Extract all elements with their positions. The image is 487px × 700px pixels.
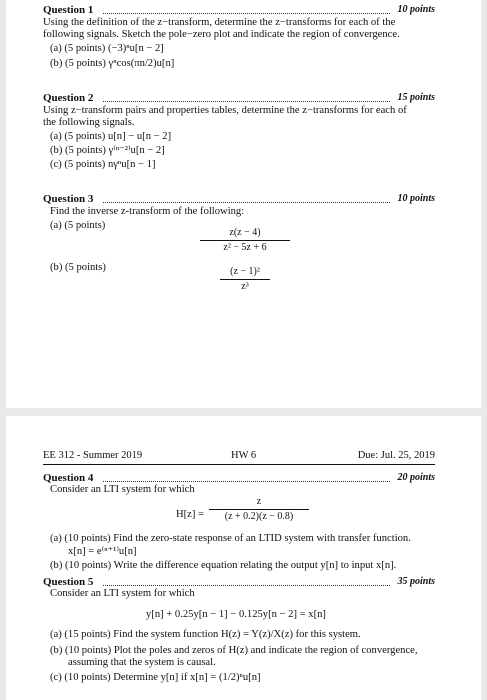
question-4-part-a-line-1: (a) (10 points) Find the zero-state response of an LTID system with transfer function.: [50, 533, 411, 544]
fraction-numerator: z: [256, 496, 262, 507]
question-5-intro: Consider an LTI system for which: [50, 588, 195, 599]
fraction-denominator: z³: [241, 281, 249, 292]
question-2-intro-line-1: Using z−transform pairs and properties tables, determine the z−transforms for each of: [43, 105, 407, 116]
due-date: Due: Jul. 25, 2019: [357, 450, 435, 461]
fraction-bar: [200, 240, 290, 241]
dotted-leader: [103, 585, 390, 586]
question-1-part-b: (b) (5 points) γⁿcos(πn/2)u[n]: [50, 58, 175, 69]
question-3-intro: Find the inverse z-transform of the following:: [50, 206, 245, 217]
dotted-leader: [103, 101, 390, 102]
dotted-leader: [103, 481, 390, 482]
question-3-header: [43, 193, 435, 205]
document-page-2: [6, 416, 481, 700]
question-4-transfer-lhs: H[z] =: [176, 509, 205, 520]
question-4-points: 20 points: [397, 472, 435, 483]
question-2-points: 15 points: [397, 92, 435, 103]
course-label: EE 312 - Summer 2019: [43, 450, 143, 461]
question-3-fraction-a: [200, 227, 290, 254]
question-3-part-a: (a) (5 points): [50, 220, 106, 231]
question-5-part-c: (c) (10 points) Determine y[n] if x[n] = (1/2)ⁿu[n]: [50, 672, 261, 683]
question-5-difference-equation: y[n] + 0.25y[n − 1] − 0.125y[n − 2] = x[n]: [146, 609, 326, 620]
question-3-title: Question 3: [43, 193, 94, 205]
question-3-part-b: (b) (5 points): [50, 262, 106, 273]
question-5-part-b-line-2: assuming that the system is causal.: [68, 657, 216, 668]
fraction-bar: [220, 279, 270, 280]
question-5-part-b-line-1: (b) (10 points) Plot the poles and zeros of H(z) and indicate the region of convergence,: [50, 645, 418, 656]
question-1-title: Question 1: [43, 4, 94, 16]
question-5-title: Question 5: [43, 576, 94, 588]
question-1-header: [43, 4, 435, 16]
question-1-part-a: (a) (5 points) (−3)ⁿu[n − 2]: [50, 43, 164, 54]
question-2-intro-line-2: the following signals.: [43, 117, 135, 128]
question-3-fraction-b: [220, 266, 270, 293]
question-4-part-a-line-2: x[n] = e⁽ⁿ⁺¹⁾u[n]: [68, 546, 137, 557]
question-4-transfer-fraction: [209, 496, 309, 523]
question-4-title: Question 4: [43, 472, 94, 484]
homework-label: HW 6: [231, 450, 257, 461]
fraction-numerator: (z − 1)²: [230, 266, 260, 277]
fraction-bar: [209, 509, 309, 510]
question-2-header: [43, 92, 435, 104]
question-1-intro-line-2: following signals. Sketch the pole−zero plot and indicate the region of convergence.: [43, 29, 400, 40]
question-4-part-b: (b) (10 points) Write the difference equation relating the output y[n] to input x[n].: [50, 560, 397, 571]
question-2-part-c: (c) (5 points) nγⁿu[n − 1]: [50, 159, 156, 170]
dotted-leader: [103, 13, 390, 14]
question-1-intro-line-1: Using the definition of the z−transform, determine the z−transforms for each of the: [43, 17, 396, 28]
header-rule: [43, 464, 435, 465]
question-2-part-b: (b) (5 points) γ⁽ⁿ⁻²⁾u[n − 2]: [50, 145, 165, 156]
question-4-intro: Consider an LTI system for which: [50, 484, 195, 495]
question-4-header: [43, 472, 435, 484]
question-2-title: Question 2: [43, 92, 94, 104]
fraction-numerator: z(z − 4): [229, 227, 261, 238]
question-5-header: [43, 576, 435, 588]
question-5-points: 35 points: [397, 576, 435, 587]
dotted-leader: [103, 202, 390, 203]
document-page-1: [6, 0, 481, 408]
question-3-points: 10 points: [397, 193, 435, 204]
question-1-points: 10 points: [397, 4, 435, 15]
question-5-part-a: (a) (15 points) Find the system function H(z) = Y(z)/X(z) for this system.: [50, 629, 361, 640]
question-2-part-a: (a) (5 points) u[n] − u[n − 2]: [50, 131, 172, 142]
fraction-denominator: z² − 5z + 6: [223, 242, 267, 253]
fraction-denominator: (z + 0.2)(z − 0.8): [224, 511, 294, 522]
